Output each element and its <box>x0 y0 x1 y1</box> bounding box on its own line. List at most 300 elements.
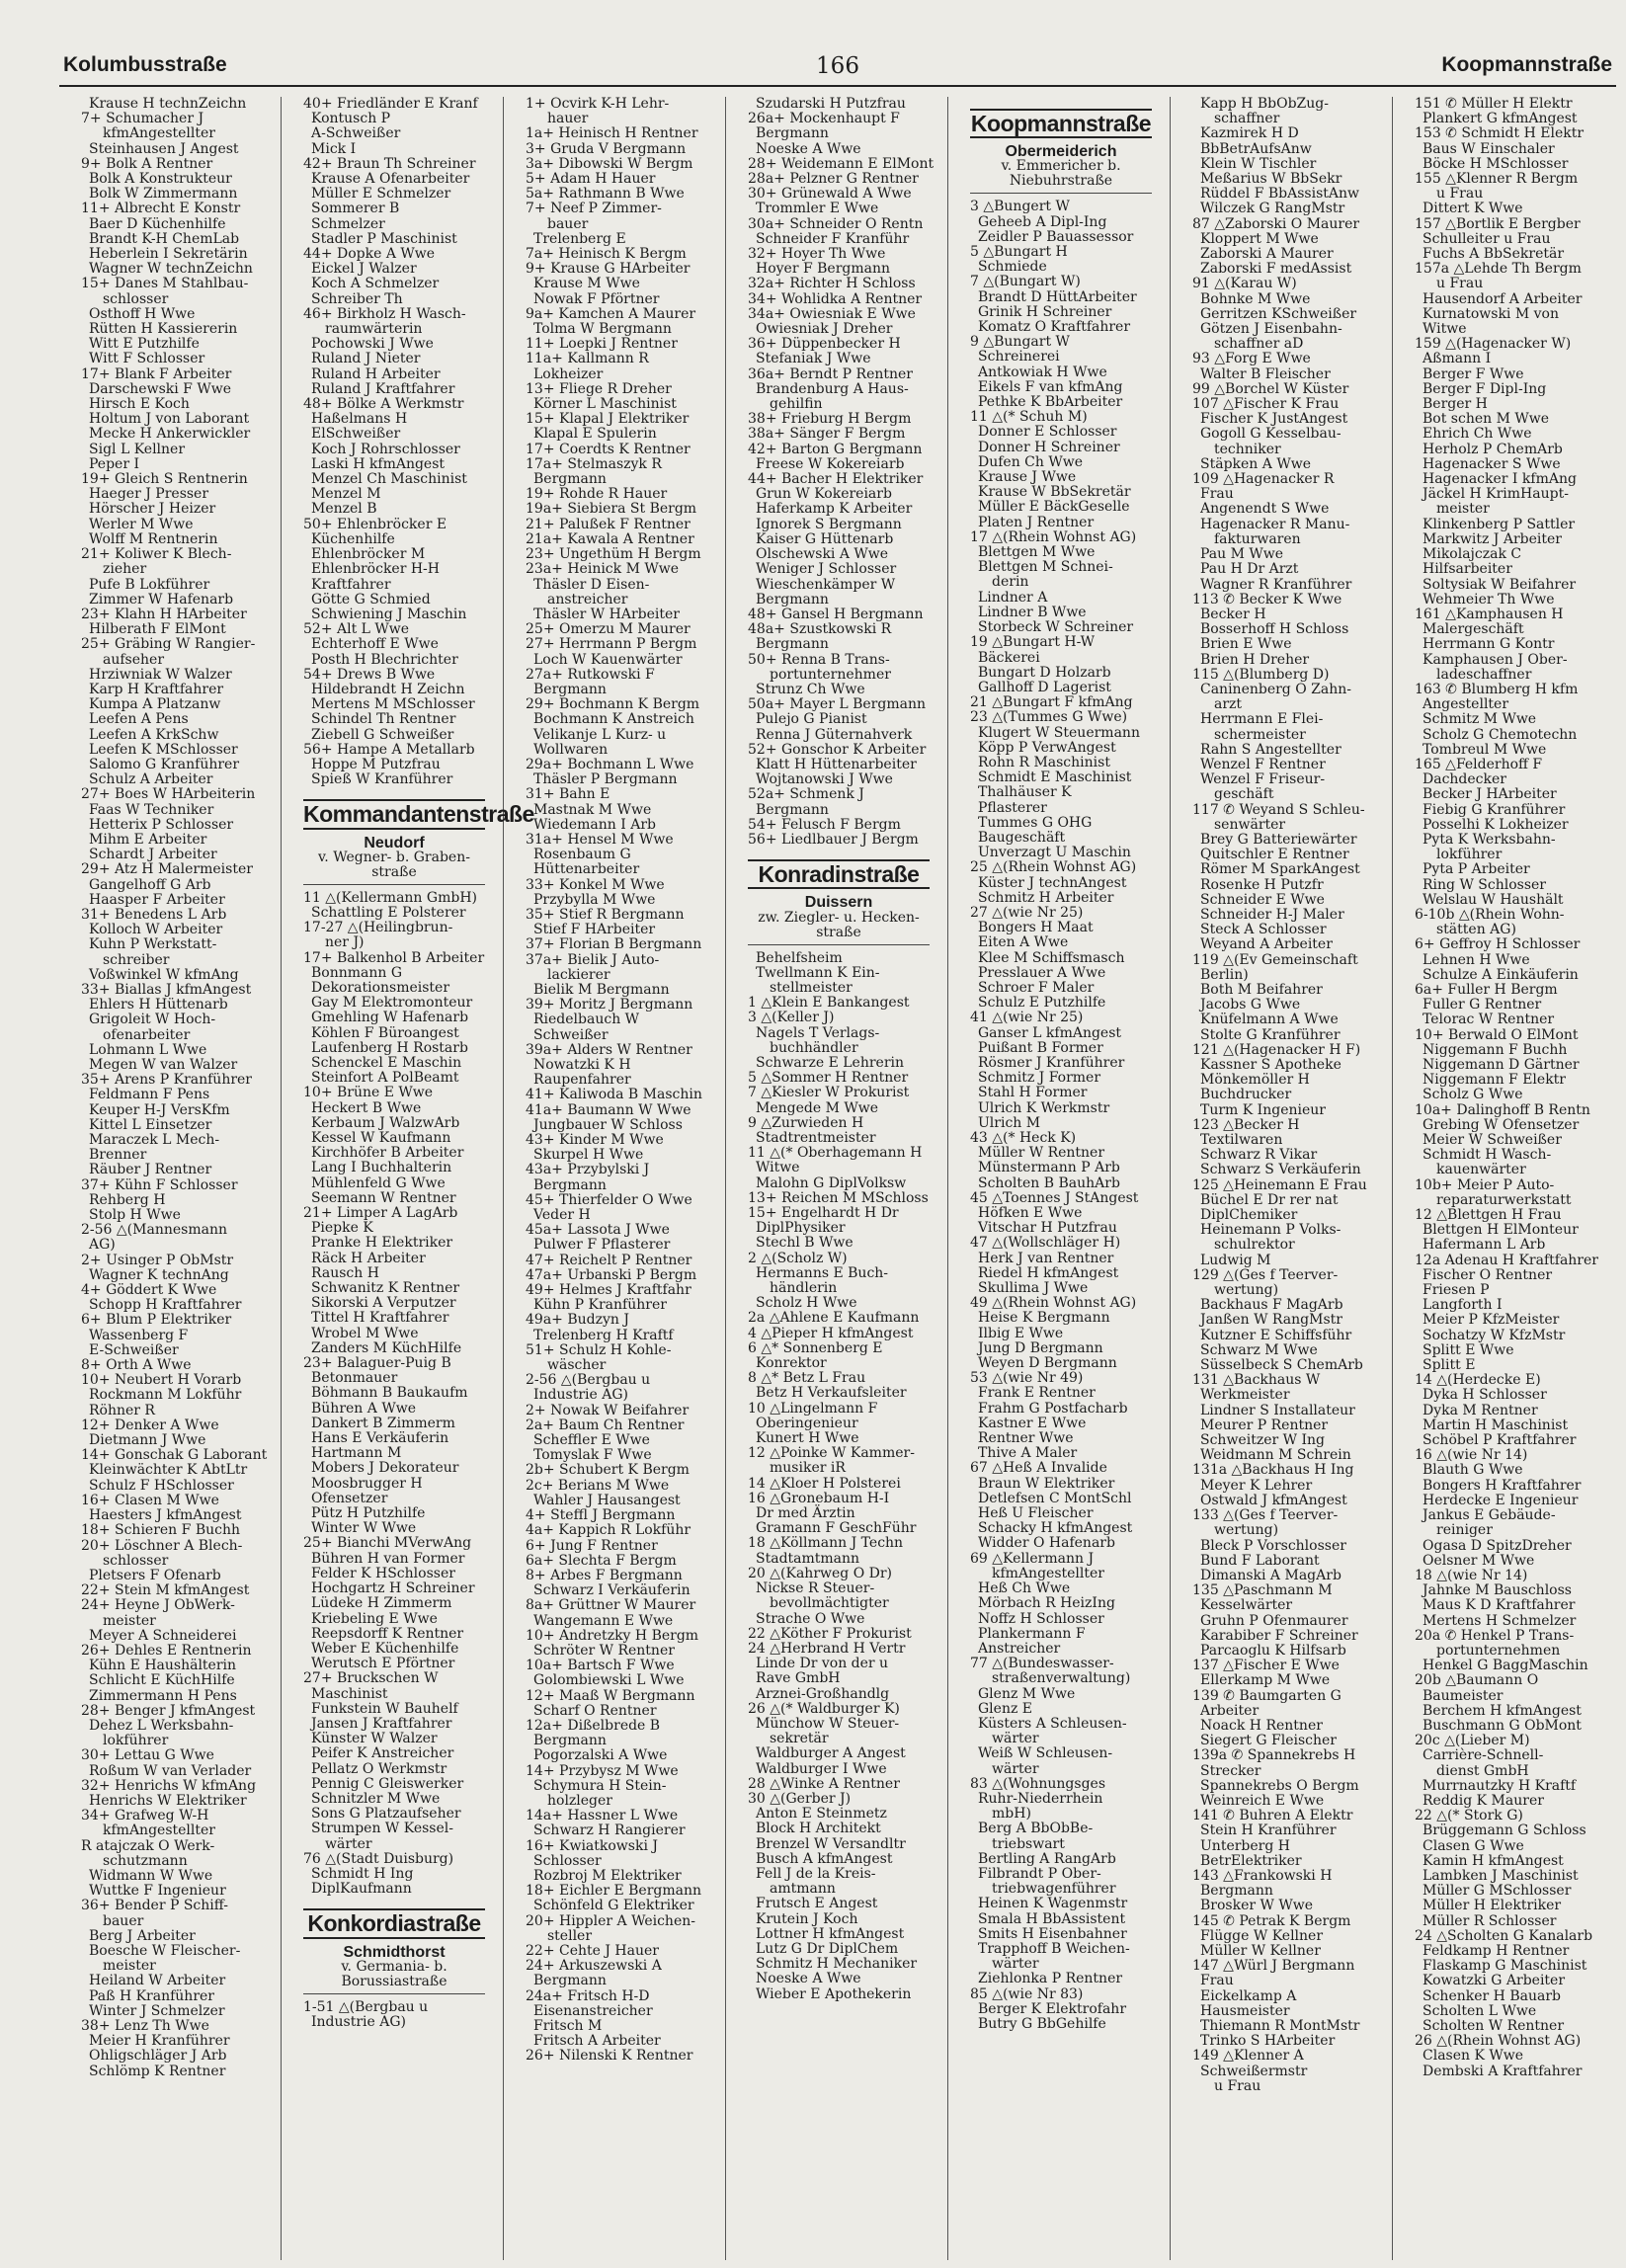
resident-entry: Twellmann K Ein- <box>756 964 880 981</box>
resident-entry: 30a+ Schneider O Rentn <box>748 215 924 232</box>
resident-entry: Schmitz J Former <box>978 1070 1101 1087</box>
resident-entry: Oelsner M Wwe <box>1423 1552 1535 1569</box>
resident-entry: Heinen K Wagenmstr <box>978 1896 1128 1912</box>
resident-entry: 6 △* Sonnenberg E <box>748 1339 883 1356</box>
resident-entry: lokführer <box>1436 847 1503 863</box>
resident-entry: 44+ Dopke A Wwe <box>303 246 436 263</box>
resident-entry: Detlefsen C MontSchl <box>978 1490 1132 1506</box>
resident-entry: Kassner S Apotheke <box>1200 1057 1341 1073</box>
resident-entry: Spannekrebs O Bergm <box>1200 1777 1359 1794</box>
resident-entry: 31a+ Hensel M Wwe <box>526 831 674 848</box>
resident-entry: Menzel M <box>311 486 381 503</box>
resident-entry: 153 ✆ Schmidt H Elektr <box>1415 125 1585 142</box>
resident-entry: Schwarz I Verkäuferin <box>533 1582 691 1599</box>
resident-entry: Pulejo G Pianist <box>756 711 867 728</box>
resident-entry: Brosker W Wwe <box>1200 1898 1314 1914</box>
resident-entry: Fritsch A Arbeiter <box>533 2033 661 2050</box>
resident-entry: Ilbig E Wwe <box>978 1325 1064 1341</box>
resident-entry: 52+ Gonschor K Arbeiter <box>748 741 927 758</box>
resident-entry: Nowak F Pförtner <box>533 290 660 307</box>
resident-entry: Schattling E Polsterer <box>311 904 466 921</box>
resident-entry: Lottner H kfmAngest <box>756 1925 905 1942</box>
resident-entry: 12a Adenau H Kraftfahrer <box>1415 1252 1598 1268</box>
resident-entry: Schreiber Th <box>311 290 403 307</box>
resident-entry: Peper I <box>89 455 139 472</box>
resident-entry: 25+ Bianchi MVerwAng <box>303 1535 472 1552</box>
resident-entry: Steinhausen J Angest <box>89 140 239 157</box>
resident-entry: schaffner <box>1214 111 1280 127</box>
resident-entry: Maschinist <box>311 1685 388 1702</box>
resident-entry: Krause J Wwe <box>978 469 1077 486</box>
resident-entry: 33+ Biallas J kfmAngest <box>81 981 252 998</box>
resident-entry: Rütten H Kassiererin <box>89 321 238 338</box>
resident-entry: Zaborski A Maurer <box>1200 246 1334 263</box>
resident-entry: Caninenberg O Zahn- <box>1200 681 1351 697</box>
resident-entry: 2-56 △(Bergbau u <box>526 1372 651 1389</box>
resident-entry: Pochowski J Wwe <box>311 336 434 353</box>
directory-column <box>504 97 726 2260</box>
resident-entry: 20a ✆ Henkel P Trans- <box>1415 1627 1575 1644</box>
resident-entry: ofenarbeiter <box>103 1026 191 1043</box>
resident-entry: Weyen D Bergmann <box>978 1355 1117 1372</box>
resident-entry: Fischer K JustAngest <box>1200 411 1348 428</box>
resident-entry: 18 △(wie Nr 14) <box>1415 1567 1528 1583</box>
resident-entry: Brien E Wwe <box>1200 636 1292 653</box>
resident-entry: Witt E Putzhilfe <box>89 336 200 353</box>
resident-entry: 15+ Danes M Stahlbau- <box>81 276 249 292</box>
resident-entry: Fritsch M <box>533 2018 603 2034</box>
resident-entry: wärter <box>992 1731 1039 1747</box>
resident-entry: Ehlenbröcker H-H <box>311 561 440 578</box>
resident-entry: Pletsers F Ofenarb <box>89 1567 221 1583</box>
resident-entry: Schlömp K Rentner <box>89 2063 226 2079</box>
resident-entry: Müller W Kellner <box>1200 1942 1321 1959</box>
resident-entry: wärter <box>992 1760 1039 1777</box>
resident-entry: Koch A Schmelzer <box>311 276 440 292</box>
resident-entry: Rockmann M Lokführ <box>89 1387 242 1404</box>
resident-entry: Lambken J Maschinist <box>1423 1867 1579 1884</box>
resident-entry: Karp H Kraftfahrer <box>89 681 224 697</box>
resident-entry: Leefen K MSchlosser <box>89 741 238 758</box>
resident-entry: 20c △(Lieber M) <box>1415 1733 1530 1749</box>
resident-entry: AG) <box>89 1237 116 1254</box>
resident-entry: Donner H Schreiner <box>978 439 1120 455</box>
resident-entry: Butry G BbGehilfe <box>978 2015 1106 2032</box>
resident-entry: Thäsler W HArbeiter <box>533 606 680 622</box>
resident-entry: Malohn G DiplVolksw <box>756 1174 907 1191</box>
resident-entry: Wahler J Hausangest <box>533 1492 681 1508</box>
resident-entry: Müller R Schlosser <box>1423 1912 1557 1929</box>
resident-entry: 17a+ Stelmaszyk R <box>526 455 662 472</box>
resident-entry: Ignorek S Bergmann <box>756 516 902 532</box>
resident-entry: Scholten W Rentner <box>1423 2018 1565 2034</box>
resident-entry: Bongers H Kraftfahrer <box>1423 1477 1582 1494</box>
resident-entry: Gallhoff D Lagerist <box>978 679 1111 695</box>
resident-entry: 20 △(Kahrweg O Dr) <box>748 1565 892 1581</box>
resident-entry: 10+ Brüne E Wwe <box>303 1085 434 1101</box>
resident-entry: 14 △(Herdecke E) <box>1415 1372 1541 1389</box>
resident-entry: Kühn P Kranführer <box>533 1297 667 1314</box>
resident-entry: Komatz O Kraftfahrer <box>978 319 1131 336</box>
resident-entry: Niggemann F Buchh <box>1423 1041 1568 1058</box>
resident-entry: Flügge W Kellner <box>1200 1927 1324 1944</box>
resident-entry: Berger H <box>1423 396 1488 413</box>
resident-entry: Wagner R Kranführer <box>1200 576 1352 593</box>
resident-entry: 23 △(Tummes G Wwe) <box>970 709 1128 726</box>
resident-entry: Dankert B Zimmerm <box>311 1415 455 1431</box>
resident-entry: Fell J de la Kreis- <box>756 1865 876 1882</box>
resident-entry: Unverzagt U Maschin <box>978 845 1131 861</box>
resident-entry: 21+ Palußek F Rentner <box>526 516 691 532</box>
resident-entry: Höfken E Wwe <box>978 1205 1083 1222</box>
resident-entry: senwärter <box>1214 816 1286 833</box>
resident-entry: 19a+ Siebiera St Bergm <box>526 501 697 518</box>
resident-entry: geschäft <box>1214 786 1274 803</box>
resident-entry: Tolma W Bergmann <box>533 321 672 338</box>
resident-entry: Kumpa A Platzanw <box>89 696 221 713</box>
resident-entry: Krutein J Koch <box>756 1910 858 1927</box>
resident-entry: 15+ Klapal J Elektriker <box>526 411 690 428</box>
resident-entry: Kerbaum J WalzwArb <box>311 1114 460 1131</box>
resident-entry: Posth H Blechrichter <box>311 651 458 668</box>
resident-entry: 1 △Klein E Bankangest <box>748 995 910 1012</box>
resident-entry: Posselhi K Lokheizer <box>1423 816 1569 833</box>
resident-entry: Scholz G Chemotechn <box>1423 726 1578 743</box>
resident-entry: Dittert K Wwe <box>1423 201 1523 217</box>
resident-entry: Dehez L Werksbahn- <box>89 1717 234 1734</box>
resident-entry: Müller H Elektriker <box>1423 1898 1562 1914</box>
resident-entry: Kessel W Kaufmann <box>311 1130 451 1146</box>
resident-entry: Roßum W van Verlader <box>89 1762 252 1779</box>
resident-entry: Meyer A Schneiderei <box>89 1627 237 1644</box>
resident-entry: Schwarze E Lehrerin <box>756 1054 905 1071</box>
resident-entry: Haeger J Presser <box>89 486 209 503</box>
resident-entry: Noeske A Wwe <box>756 1971 861 1987</box>
resident-entry: Maraczek L Mech- <box>89 1132 220 1149</box>
district-name: Obermeiderich <box>1005 143 1117 161</box>
resident-entry: Noffz H Schlosser <box>978 1610 1104 1627</box>
resident-entry: Schacky H kfmAngest <box>978 1520 1133 1537</box>
resident-entry: Jäckel H KrimHaupt- <box>1423 486 1569 503</box>
resident-entry: Scheffler E Wwe <box>533 1432 650 1449</box>
resident-entry: 54+ Drews B Wwe <box>303 666 436 683</box>
resident-entry: Weidmann M Schrein <box>1200 1447 1351 1464</box>
resident-entry: 43 △(* Heck K) <box>970 1130 1077 1146</box>
resident-entry: 47a+ Urbanski P Bergm <box>526 1266 697 1283</box>
resident-entry: 163 ✆ Blumberg H kfm <box>1415 681 1579 697</box>
resident-entry: Schweißer <box>533 1026 609 1043</box>
resident-entry: Klatt H Hüttenarbeiter <box>756 756 917 772</box>
resident-entry: Buchdrucker <box>1200 1087 1292 1103</box>
resident-entry: straßenverwaltung) <box>992 1670 1131 1687</box>
resident-entry: Unterberg H <box>1200 1837 1290 1854</box>
resident-entry: Grun W Kokereiarb <box>756 486 892 503</box>
resident-entry: Küchenhilfe <box>311 530 395 547</box>
resident-entry: 7+ Schumacher J <box>81 111 204 127</box>
resident-entry: Mastnak M Wwe <box>533 801 652 818</box>
resident-entry: 10a+ Bartsch F Wwe <box>526 1658 675 1674</box>
resident-entry: buchhändler <box>770 1039 858 1056</box>
resident-entry: 35+ Stief R Bergmann <box>526 906 685 923</box>
resident-entry: Bergmann <box>533 1973 607 1989</box>
resident-entry: 143 △Frankowski H <box>1192 1867 1333 1884</box>
street-range: zw. Ziegler- u. Hecken- straße <box>748 911 930 945</box>
resident-entry: wertung) <box>1214 1282 1279 1299</box>
resident-entry: 10a+ Dalinghoff B Rentn <box>1415 1101 1590 1118</box>
resident-entry: 41a+ Baumann W Wwe <box>526 1101 691 1118</box>
resident-entry: Eiten A Wwe <box>978 934 1069 951</box>
resident-entry: Ohligschläger J Arb <box>89 2048 227 2065</box>
resident-entry: Kutzner E Schiffsführ <box>1200 1327 1352 1343</box>
resident-entry: Pogorzalski A Wwe <box>533 1747 668 1764</box>
resident-entry: Fiebig G Kranführer <box>1423 801 1566 818</box>
resident-entry: Bergmann <box>533 1733 607 1749</box>
resident-entry: 17+ Coerdts K Rentner <box>526 441 691 457</box>
resident-entry: Römer M SparkAngest <box>1200 861 1360 878</box>
resident-entry: Stein H Kranführer <box>1200 1822 1337 1839</box>
resident-entry: Wagner K technAng <box>89 1266 229 1283</box>
resident-entry: Winter W Wwe <box>311 1520 417 1537</box>
resident-entry: Ludwig M <box>1200 1252 1271 1268</box>
resident-entry: Both M Beifahrer <box>1200 981 1323 998</box>
resident-entry: Schöbel P Kraftfahrer <box>1423 1432 1577 1449</box>
resident-entry: 48+ Gansel H Bergmann <box>748 606 924 622</box>
resident-entry: Bergmann <box>756 125 829 142</box>
resident-entry: Boesche W Fleischer- <box>89 1942 241 1959</box>
resident-entry: fakturwaren <box>1214 530 1301 547</box>
resident-entry: Rozbroj M Elektriker <box>533 1867 682 1884</box>
resident-entry: Rentner Wwe <box>978 1430 1074 1447</box>
resident-entry: 16+ Kwiatkowski J <box>526 1837 658 1854</box>
resident-entry: Bot schen M Wwe <box>1423 411 1550 428</box>
resident-entry: Ring W Schlosser <box>1423 876 1546 893</box>
resident-entry: Böcke H MSchlosser <box>1423 155 1569 172</box>
resident-entry: Schwarz S Verkäuferin <box>1200 1162 1361 1178</box>
resident-entry: 20+ Löschner A Blech- <box>81 1537 243 1554</box>
resident-entry: Plankert G kfmAngest <box>1423 111 1578 127</box>
resident-entry: Klugert W Steuermann <box>978 724 1140 741</box>
resident-entry: BbBetrAufsAnw <box>1200 140 1312 157</box>
resident-entry: Bühren H van Former <box>311 1550 465 1567</box>
resident-entry: Behelfsheim <box>756 949 843 966</box>
resident-entry: ner J) <box>325 934 365 951</box>
resident-entry: Darschewski F Wwe <box>89 380 231 397</box>
resident-entry: Heiland W Arbeiter <box>89 1973 226 1989</box>
resident-entry: Schmelzer <box>311 215 385 232</box>
resident-entry: Thäsler P Bergmann <box>533 771 678 788</box>
resident-entry: 5 △Sommer H Rentner <box>748 1070 909 1087</box>
resident-entry: Tittel H Kraftfahrer <box>311 1310 449 1327</box>
resident-entry: Paß H Kranführer <box>89 1987 214 2004</box>
resident-entry: Ganser L kfmAngest <box>978 1024 1122 1041</box>
resident-entry: wärter <box>992 1956 1039 1973</box>
resident-entry: Meier H Kranführer <box>89 2033 230 2050</box>
resident-entry: anstreicher <box>547 591 628 608</box>
resident-entry: Bühren A Wwe <box>311 1400 416 1417</box>
resident-entry: Quitschler E Rentner <box>1200 847 1349 863</box>
resident-entry: Berlin) <box>1200 966 1249 983</box>
resident-entry: Waldburger A Angest <box>756 1745 906 1762</box>
resident-entry: 3+ Gruda V Bergmann <box>526 140 687 157</box>
resident-entry: kfmAngestellter <box>992 1565 1104 1581</box>
resident-entry: Backhaus F MagArb <box>1200 1297 1343 1314</box>
resident-entry: Hörscher J Heizer <box>89 501 216 518</box>
resident-entry: Wuttke F Ingenieur <box>89 1883 226 1900</box>
resident-entry: 67 △Heß A Invalide <box>970 1460 1107 1477</box>
resident-entry: Nagels T Verlags- <box>756 1024 880 1041</box>
resident-entry: Schmiede <box>978 259 1047 276</box>
resident-entry: Wieber E Apothekerin <box>756 1985 912 2002</box>
resident-entry: Kloppert M Wwe <box>1200 230 1319 247</box>
resident-entry: Werler M Wwe <box>89 516 194 532</box>
resident-entry: DiplChemiker <box>1200 1207 1298 1224</box>
resident-entry: 17 △(Rhein Wohnst AG) <box>970 528 1137 545</box>
resident-entry: 47 △(Wollschläger H) <box>970 1235 1121 1252</box>
resident-entry: Bohnke M Wwe <box>1200 290 1311 307</box>
resident-entry: 40+ Friedländer E Kranf <box>303 96 478 112</box>
resident-entry: Wilczek G RangMstr <box>1200 201 1345 217</box>
resident-entry: 34+ Wohlidka A Rentner <box>748 290 923 307</box>
resident-entry: triebswart <box>992 1835 1065 1852</box>
resident-entry: 24a+ Fritsch H-D <box>526 1987 650 2004</box>
resident-entry: Weniger J Schlosser <box>756 561 897 578</box>
resident-entry: BetrElektriker <box>1200 1852 1302 1869</box>
directory-column <box>282 96 534 2260</box>
resident-entry: Schwanitz K Rentner <box>311 1280 460 1297</box>
resident-entry: Keuper H-J VersKfm <box>89 1101 230 1118</box>
resident-entry: Baumeister <box>1423 1687 1504 1704</box>
resident-entry: Salomo G Kranführer <box>89 756 240 772</box>
resident-entry: Nickse R Steuer- <box>756 1580 875 1597</box>
resident-entry: 2b+ Schubert K Bergm <box>526 1462 690 1479</box>
resident-entry: 51+ Schulz H Kohle- <box>526 1341 672 1358</box>
resident-entry: 2-56 △(Mannesmann <box>81 1222 227 1239</box>
resident-entry: 129 △(Ges f Teerver- <box>1192 1266 1339 1283</box>
resident-entry: Brüggemann G Schloss <box>1423 1822 1586 1839</box>
resident-entry: Ulrich M <box>978 1114 1041 1131</box>
district-name: Duissern <box>804 894 873 912</box>
resident-entry: Henrichs W Elektriker <box>89 1792 247 1809</box>
resident-entry: 145 ✆ Petrak K Bergm <box>1192 1912 1351 1929</box>
resident-entry: 37+ Florian B Bergmann <box>526 936 702 953</box>
resident-entry: Feldkamp H Rentner <box>1423 1942 1570 1959</box>
resident-entry: Reepsdorff K Rentner <box>311 1625 464 1642</box>
resident-entry: Pyta P Arbeiter <box>1423 861 1530 878</box>
resident-entry: 14a+ Hassner L Wwe <box>526 1808 679 1824</box>
resident-entry: Schmidt H Wasch- <box>1423 1147 1552 1164</box>
resident-entry: 1+ Ocvirk K-H Lehr- <box>526 96 670 112</box>
resident-entry: Gruhn P Ofenmaurer <box>1200 1612 1348 1629</box>
resident-entry: Schlosser <box>533 1852 602 1869</box>
resident-entry: Hans E Verkäuferin <box>311 1430 449 1447</box>
resident-entry: Krause M Wwe <box>533 276 640 292</box>
resident-entry: Glenz E <box>978 1700 1033 1717</box>
resident-entry: Schulz F HSchlosser <box>89 1477 234 1494</box>
resident-entry: 8a+ Grüttner W Maurer <box>526 1597 696 1614</box>
resident-entry: Berchem H kfmAngest <box>1423 1702 1582 1719</box>
resident-entry: Weiß W Schleusen- <box>978 1745 1113 1762</box>
resident-entry: 4+ Göddert K Wwe <box>81 1282 217 1299</box>
resident-entry: Pethke K BbArbeiter <box>978 394 1123 411</box>
resident-entry: Schymura H Stein- <box>533 1777 667 1794</box>
resident-entry: 30 △(Gerber J) <box>748 1790 852 1807</box>
street-heading: Konkordiastraße <box>303 1908 485 1938</box>
resident-entry: Zimmer W Hafenarb <box>89 591 234 608</box>
resident-entry: Wojtanowski J Wwe <box>756 771 893 788</box>
resident-entry: Kamin H kfmAngest <box>1423 1852 1564 1869</box>
resident-entry: Schmitz H Arbeiter <box>978 889 1114 906</box>
resident-entry: bauer <box>103 1912 144 1929</box>
resident-entry: 8 △* Betz L Frau <box>748 1370 866 1387</box>
resident-entry: Brien H Dreher <box>1200 651 1310 668</box>
resident-entry: Mühlenfeld G Wwe <box>311 1174 446 1191</box>
resident-entry: 18+ Schieren F Buchh <box>81 1522 240 1539</box>
resident-entry: 38+ Frieburg H Bergm <box>748 411 912 428</box>
resident-entry: 45 △Toennes J StAngest <box>970 1189 1139 1206</box>
resident-entry: Spieß W Kranführer <box>311 771 453 788</box>
resident-entry: 17+ Blank F Arbeiter <box>81 365 232 382</box>
resident-entry: Frau <box>1200 1973 1234 1989</box>
resident-entry: Bosserhoff H Schloss <box>1200 621 1349 638</box>
resident-entry: Skurpel H Wwe <box>533 1147 644 1164</box>
resident-entry: Waldburger I Wwe <box>756 1760 887 1777</box>
district-name: Schmidthorst <box>343 1943 446 1961</box>
resident-entry: 10+ Andretzky H Bergm <box>526 1627 699 1644</box>
resident-entry: meister <box>103 1612 156 1629</box>
resident-entry: 32+ Henrichs W kfmAng <box>81 1777 257 1794</box>
resident-entry: Rehberg H <box>89 1191 166 1208</box>
resident-entry: Heberlein I Sekretärin <box>89 246 248 263</box>
resident-entry: 28+ Weidemann E ElMont <box>748 155 935 172</box>
resident-entry: Götte G Schmied <box>311 591 431 608</box>
resident-entry: 155 △Klenner R Bergm <box>1415 171 1579 188</box>
resident-entry: 10+ Berwald O ElMont <box>1415 1026 1579 1043</box>
resident-entry: Puißant B Former <box>978 1039 1103 1056</box>
header-right-street: Koopmannstraße <box>1441 53 1612 76</box>
resident-entry: Kaiser G Hüttenarb <box>756 530 894 547</box>
resident-entry: Schmitz M Wwe <box>1423 711 1537 728</box>
resident-entry: Parcaoglu K Hilfsarb <box>1200 1642 1346 1659</box>
resident-entry: 6-10b △(Rhein Wohn- <box>1415 906 1565 923</box>
resident-entry: Lehnen H Wwe <box>1423 951 1530 968</box>
resident-entry: Ogasa D SpitzDreher <box>1423 1537 1572 1554</box>
resident-entry: Flaskamp G Maschinist <box>1423 1958 1587 1975</box>
resident-entry: Schneider H-J Maler <box>1200 906 1344 923</box>
resident-entry: Hrziwniak W Walzer <box>89 666 232 683</box>
resident-entry: 45+ Thierfelder O Wwe <box>526 1191 692 1208</box>
resident-entry: Herrmann E Flei- <box>1200 711 1324 728</box>
resident-entry: Grinik H Schreiner <box>978 303 1112 320</box>
resident-entry: Malergeschäft <box>1423 621 1524 638</box>
resident-entry: Kunert H Wwe <box>756 1430 859 1447</box>
resident-entry: Eickelkamp A <box>1200 1987 1297 2004</box>
resident-entry: Dembski A Kraftfahrer <box>1423 2063 1583 2079</box>
resident-entry: Müller G MSchlosser <box>1423 1883 1572 1900</box>
resident-entry: Langforth I <box>1423 1297 1503 1314</box>
resident-entry: Jung D Bergmann <box>978 1339 1103 1356</box>
resident-entry: Weyand A Arbeiter <box>1200 936 1333 953</box>
resident-entry: Skullima J Wwe <box>978 1280 1089 1297</box>
resident-entry: DiplPhysiker <box>756 1220 846 1237</box>
resident-entry: Scholten B BauhArb <box>978 1174 1120 1191</box>
resident-entry: DiplKaufmann <box>311 1881 412 1898</box>
resident-entry: 53 △(wie Nr 49) <box>970 1370 1084 1387</box>
resident-entry: Karabiber F Schreiner <box>1200 1627 1358 1644</box>
resident-entry: 123 △Becker H <box>1192 1116 1300 1133</box>
resident-entry: 135 △Paschmann M <box>1192 1582 1333 1599</box>
resident-entry: Klee M Schiffsmasch <box>978 949 1125 966</box>
resident-entry: Loch W Kauenwärter <box>533 651 683 668</box>
